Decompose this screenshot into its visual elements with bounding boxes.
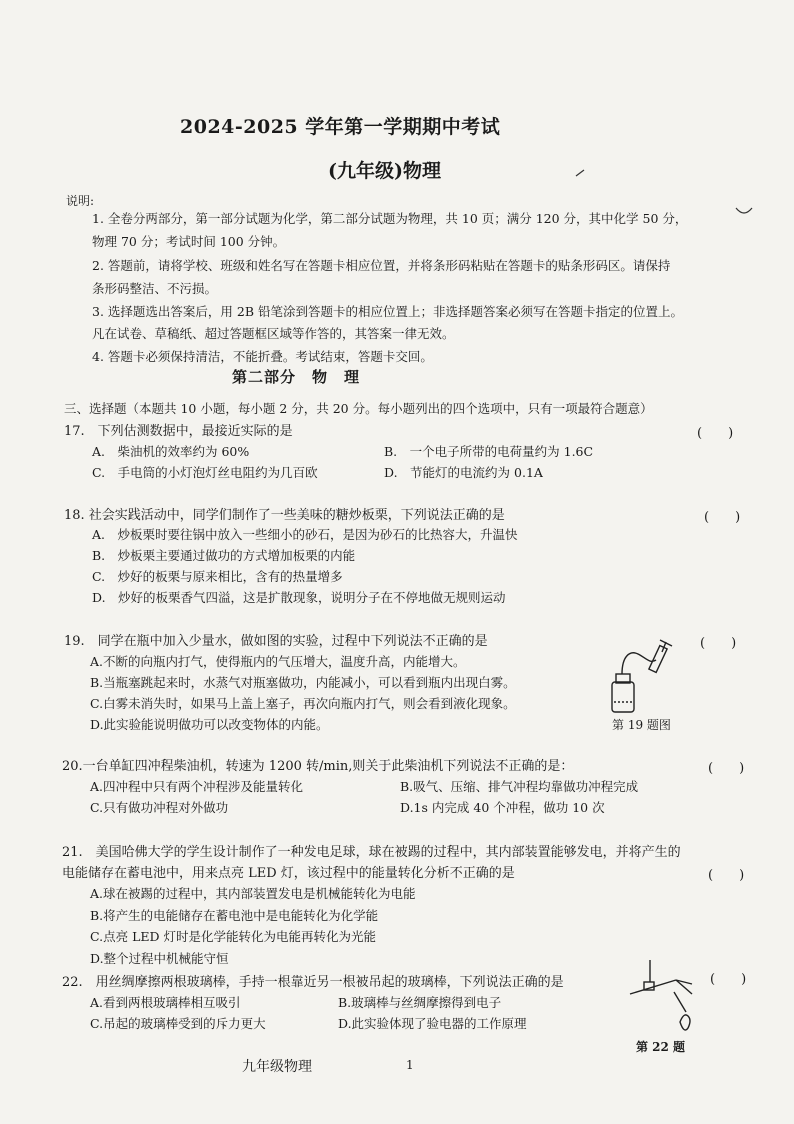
question-21-option-c: C.点亮 LED 灯时是化学能转化为电能再转化为光能 (90, 929, 376, 944)
question-18-answer-paren: ( ) (704, 510, 741, 525)
question-19-option-a: A.不断的向瓶内打气，使得瓶内的气压增大，温度升高，内能增大。 (90, 654, 466, 669)
part-heading: 第二部分 物 理 (232, 368, 361, 386)
question-17-stem: 17. 下列估测数据中，最接近实际的是 (64, 424, 293, 439)
question-20-stem: 20.一台单缸四冲程柴油机，转速为 1200 转/min,则关于此柴油机下列说法不正确的是： (62, 759, 574, 774)
question-22-option-b: B.玻璃棒与丝绸摩擦得到电子 (338, 995, 502, 1010)
question-22-stem: 22. 用丝绸摩擦两根玻璃棒，手持一根靠近另一根被吊起的玻璃棒，下列说法正确的是 (62, 975, 564, 990)
question-17-answer-paren: ( ) (697, 426, 734, 441)
question-22-option-c: C.吊起的玻璃棒受到的斥力更大 (90, 1016, 266, 1031)
pump-bottle-figure (600, 636, 680, 718)
question-22-answer-paren: ( ) (710, 972, 747, 987)
notes-label: 说明: (66, 194, 95, 208)
note-line-3: 3. 选择题选出答案后，用 2B 铅笔涂到答题卡的相应位置上；非选择题答案必须写在答题卡指定的位置上。 (92, 304, 683, 319)
question-20-option-a: A.四冲程中只有两个冲程涉及能量转化 (90, 779, 304, 794)
question-21-answer-paren: ( ) (708, 868, 745, 883)
footer-label: 九年级物理 (242, 1059, 312, 1075)
question-18-option-b: B. 炒板栗主要通过做功的方式增加板栗的内能 (92, 548, 356, 563)
section-heading: 三、选择题（本题共 10 小题，每小题 2 分，共 20 分。每小题列出的四个选项中，只有一项最符合题意） (64, 401, 653, 416)
figure-22-caption: 第 22 题 (636, 1040, 686, 1054)
question-22-option-a: A.看到两根玻璃棒相互吸引 (90, 995, 241, 1010)
pen-stroke-mark (574, 168, 586, 178)
page-title: 2024-2025 学年第一学期期中考试 (180, 116, 501, 138)
question-19-answer-paren: ( ) (700, 636, 737, 651)
note-line-1: 1. 全卷分两部分，第一部分试题为化学，第二部分试题为物理，共 10 页；满分 120 分，其中化学 50 分， (92, 211, 688, 226)
question-18-option-a: A. 炒板栗时要往锅中放入一些细小的砂石，是因为砂石的比热容大，升温快 (92, 527, 518, 542)
note-line-1b: 物理 70 分；考试时间 100 分钟。 (92, 234, 286, 249)
page-subtitle: (九年级)物理 (328, 160, 441, 182)
question-17-option-d: D. 节能灯的电流约为 0.1A (384, 465, 543, 480)
question-20-option-c: C.只有做功冲程对外做功 (90, 800, 229, 815)
question-21-option-d: D.整个过程中机械能守恒 (90, 951, 229, 966)
note-line-3b: 凡在试卷、草稿纸、超过答题框区域等作答的，其答案一律无效。 (92, 326, 455, 341)
note-line-2b: 条形码整洁、不污损。 (92, 281, 218, 296)
note-line-2: 2. 答题前，请将学校、班级和姓名写在答题卡相应位置，并将条形码粘贴在答题卡的贴条形码区。请保持 (92, 258, 671, 273)
question-17-option-a: A. 柴油机的效率约为 60% (92, 444, 250, 459)
question-17-option-b: B. 一个电子所带的电荷量约为 1.6C (384, 444, 594, 459)
question-22-option-d: D.此实验体现了验电器的工作原理 (338, 1016, 527, 1031)
question-20-option-b: B.吸气、压缩、排气冲程均靠做功冲程完成 (400, 779, 639, 794)
question-20-option-d: D.1s 内完成 40 个冲程，做功 10 次 (400, 800, 605, 815)
question-19-option-d: D.此实验能说明做功可以改变物体的内能。 (90, 717, 329, 732)
question-21-option-a: A.球在被踢的过程中，其内部装置发电是机械能转化为电能 (90, 886, 416, 901)
pen-stroke-mark-2 (734, 204, 754, 216)
question-19-stem: 19. 同学在瓶中加入少量水，做如图的实验，过程中下列说法不正确的是 (64, 634, 488, 649)
question-19-option-c: C.白雾未消失时，如果马上盖上塞子，再次向瓶内打气，则会看到液化现象。 (90, 696, 516, 711)
question-21-stem-line-2: 电能储存在蓄电池中，用来点亮 LED 灯，该过程中的能量转化分析不正确的是 (62, 866, 515, 881)
question-18-option-c: C. 炒好的板栗与原来相比，含有的热量增多 (92, 569, 343, 584)
question-18-option-d: D. 炒好的板栗香气四溢，这是扩散现象，说明分子在不停地做无规则运动 (92, 590, 506, 605)
figure-19-caption: 第 19 题图 (612, 718, 671, 732)
question-21-stem-line-1: 21. 美国哈佛大学的学生设计制作了一种发电足球，球在被踢的过程中，其内部装置能够发电，并将产生的 (62, 845, 681, 860)
question-19-option-b: B.当瓶塞跳起来时，水蒸气对瓶塞做功，内能减小，可以看到瓶内出现白雾。 (90, 675, 516, 690)
note-line-4: 4. 答题卡必须保持清洁，不能折叠。考试结束，答题卡交回。 (92, 349, 433, 364)
question-21-option-b: B.将产生的电能储存在蓄电池中是电能转化为化学能 (90, 908, 379, 923)
question-18-stem: 18. 社会实践活动中，同学们制作了一些美味的糖炒板栗，下列说法正确的是 (64, 508, 505, 523)
question-17-option-c: C. 手电筒的小灯泡灯丝电阻约为几百欧 (92, 465, 318, 480)
page-number: 1 (406, 1058, 414, 1072)
glass-rods-figure (626, 960, 710, 1034)
question-20-answer-paren: ( ) (708, 761, 745, 776)
